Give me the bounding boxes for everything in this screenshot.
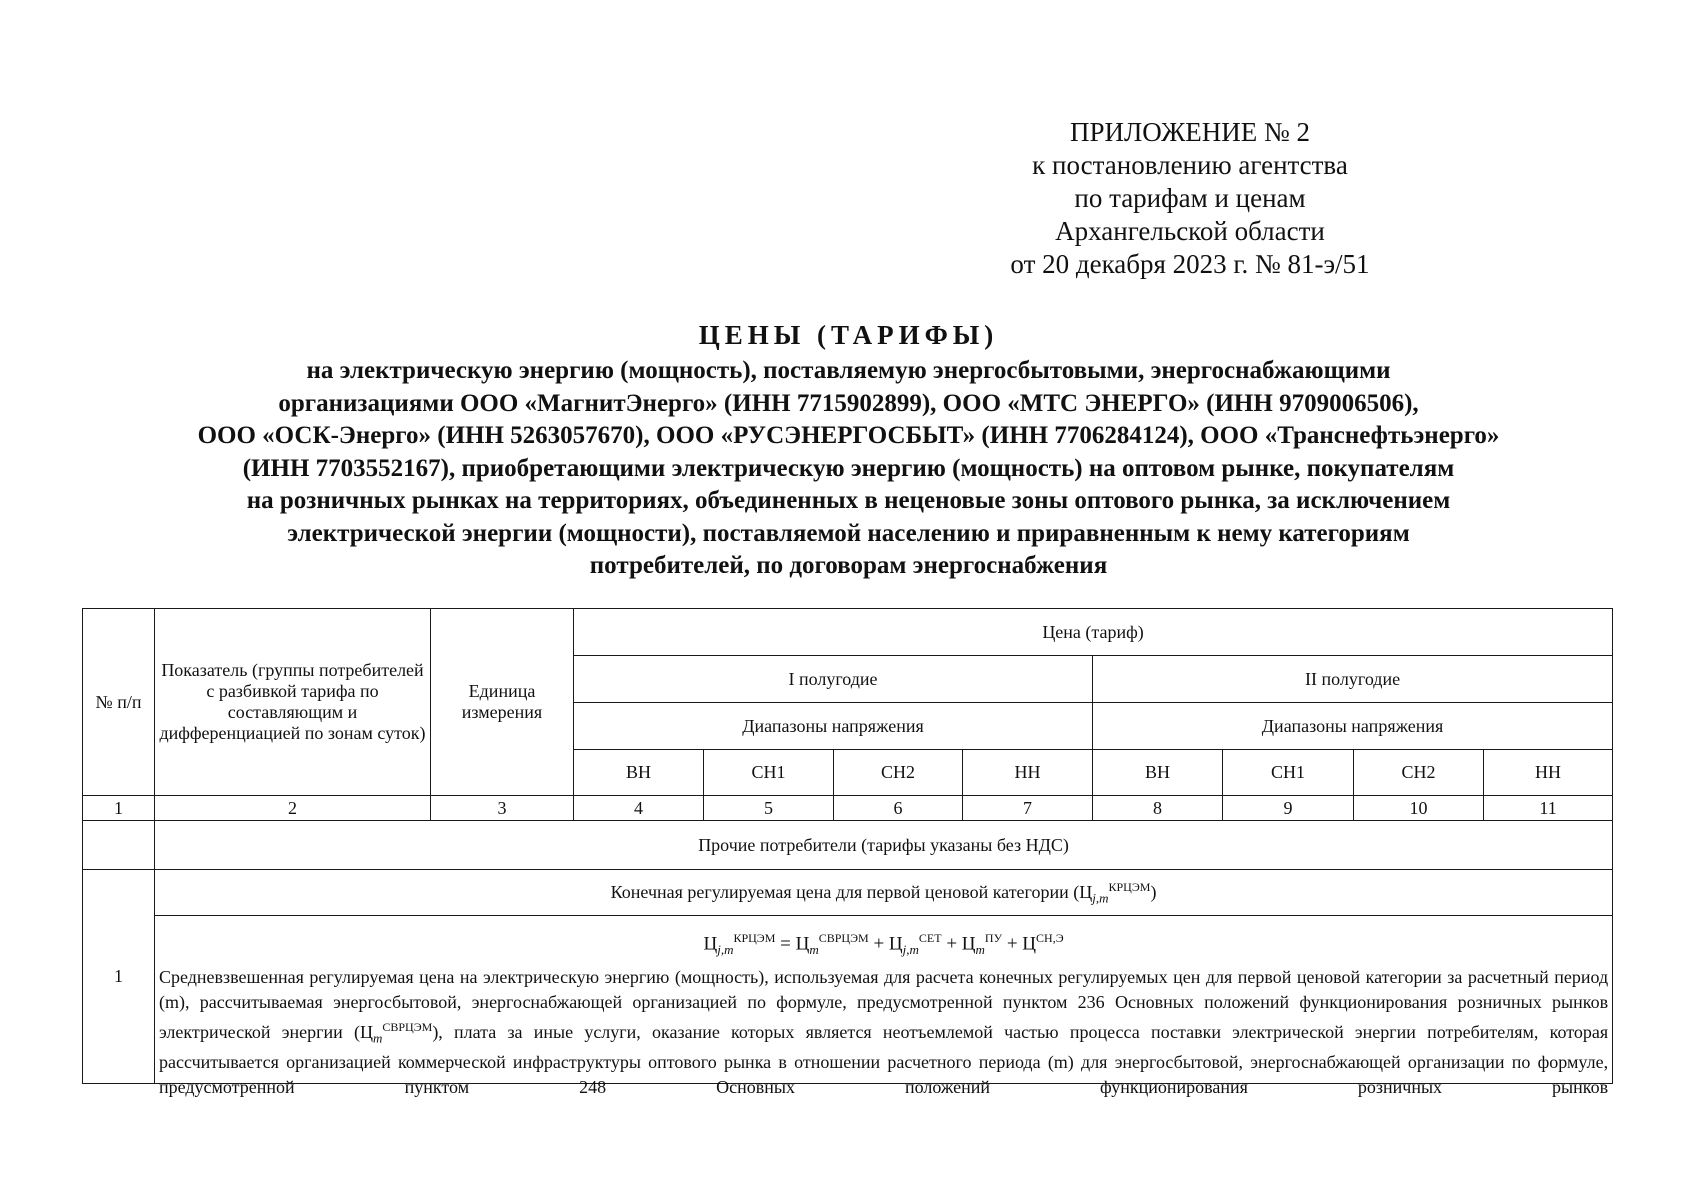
appendix-line-3: по тарифам и ценам	[1074, 183, 1306, 213]
row-number: 1	[83, 870, 155, 1084]
symbol-c: Ц	[795, 933, 810, 955]
description-part-1: Средневзвешенная регулируемая цена на электрическую энергию (мощность), используемая для расчета конечных регулируемых цен для первой ценовой категории за расчетный период (m), рассчитываемая энергосбытовой, энергоснабжающей организацией по формуле, предусмотренной пунктом 236 Основных положений функционирования розничных рынков электрической энергии (	[159, 966, 1609, 1042]
header-voltage: НН	[1484, 750, 1613, 796]
header-voltage: НН	[963, 750, 1093, 796]
header-voltage: СН2	[1354, 750, 1484, 796]
header-num: № п/п	[83, 609, 155, 796]
header-voltage: СН2	[834, 750, 963, 796]
title-line: на электрическую энергию (мощность), поставляемую энергосбытовыми, энергоснабжающими	[306, 357, 1391, 384]
appendix-date: от 20 декабря 2023 г. № 81-э/51	[1010, 249, 1370, 279]
title-line: на розничных рынках на территориях, объединенных в неценовые зоны оптового рынка, за исключением	[246, 487, 1451, 514]
title-line: электрической энергии (мощности), поставляемой населению и приравненным к нему категориям	[287, 519, 1410, 547]
row-1-title	[155, 870, 1613, 916]
empty-num-cell	[83, 821, 155, 870]
symbol-sub: m	[372, 1030, 383, 1046]
section-other-consumers: Прочие потребители (тарифы указаны без НДС)	[155, 821, 1613, 870]
header-unit: Единица измерения	[431, 609, 574, 796]
symbol-sub: j,m	[717, 942, 734, 958]
symbol-sup: СВРЦЭМ	[818, 931, 869, 946]
header-voltage: СН1	[1223, 750, 1354, 796]
column-number: 4	[574, 796, 704, 821]
header-voltage-ranges-2: Диапазоны напряжения	[1093, 703, 1613, 750]
column-number: 6	[834, 796, 963, 821]
price-formula	[159, 928, 1608, 960]
symbol-sub: j,m	[1092, 890, 1109, 906]
symbol-sup: СН,Э	[1036, 931, 1064, 946]
column-number: 7	[963, 796, 1093, 821]
column-number: 1	[83, 796, 155, 821]
title-line: потребителей, по договорам энергоснабжения	[589, 552, 1108, 579]
symbol-c: Ц	[961, 933, 976, 955]
column-number: 10	[1354, 796, 1484, 821]
row-1-title-end: )	[1150, 881, 1157, 902]
header-half-2: II полугодие	[1093, 656, 1613, 703]
description-part-2: ), плата за иные услуги, оказание которых является неотъемлемой частью процесса поставки электрической энергии потребителям, которая рассчитывается организацией коммерческой инфраструктуры оптового рынка в отношении расчетного периода (m) для энергосбытовой, энергоснабжающей организации по формуле, предусмотренной пунктом 248 Основных положений функционирования розничных рынков	[159, 1021, 1609, 1098]
header-price: Цена (тариф)	[574, 609, 1613, 656]
row-1-description	[159, 965, 1609, 1098]
symbol-sup: КРЦЭМ	[1108, 879, 1151, 894]
symbol-sub: m	[809, 942, 819, 958]
header-voltage: ВН	[1093, 750, 1223, 796]
formula-plus: +	[1006, 933, 1018, 955]
title-line: организациями ООО «МагнитЭнерго» (ИНН 7715902899), ООО «МТС ЭНЕРГО» (ИНН 9709006506),	[278, 389, 1419, 417]
symbol-sub: j,m	[902, 942, 919, 958]
symbol-sup: ПУ	[984, 931, 1003, 946]
column-number: 8	[1093, 796, 1223, 821]
header-indicator: Показатель (группы потребителей с разбивкой тарифа по составляющим и дифференциацией по зонам суток)	[155, 609, 431, 796]
symbol-c: Ц	[703, 933, 718, 955]
appendix-line-2: к постановлению агентства	[1032, 150, 1348, 180]
symbol-sub: m	[975, 942, 985, 958]
header-voltage-ranges-1: Диапазоны напряжения	[574, 703, 1093, 750]
symbol-sup: СЕТ	[918, 931, 942, 946]
symbol-c: Ц	[1022, 933, 1037, 955]
row-1-title-text: Конечная регулируемая цена для первой ценовой категории (	[610, 881, 1080, 902]
formula-plus: +	[946, 933, 958, 955]
symbol-c: Ц	[888, 933, 903, 955]
symbol-c: Ц	[1079, 881, 1093, 902]
header-half-1: I полугодие	[574, 656, 1093, 703]
appendix-header	[960, 116, 1420, 281]
symbol-sup: СВРЦЭМ	[382, 1019, 433, 1034]
header-voltage: СН1	[704, 750, 834, 796]
column-number: 2	[155, 796, 431, 821]
tariff-table	[82, 608, 1613, 1098]
title-main: ЦЕНЫ (ТАРИФЫ)	[698, 320, 999, 350]
column-number: 9	[1223, 796, 1354, 821]
column-number: 11	[1484, 796, 1613, 821]
row-1-formula-cell	[155, 916, 1613, 1098]
header-voltage: ВН	[574, 750, 704, 796]
appendix-number: ПРИЛОЖЕНИЕ № 2	[1069, 117, 1311, 147]
symbol-sup: КРЦЭМ	[733, 931, 776, 946]
appendix-line-4: Архангельской области	[1055, 216, 1325, 246]
title-line: (ИНН 7703552167), приобретающими электрическую энергию (мощность) на оптовом рынке, покупателям	[242, 454, 1455, 482]
formula-equals: =	[780, 933, 791, 955]
column-number: 3	[431, 796, 574, 821]
title-line: ООО «ОСК-Энерго» (ИНН 5263057670), ООО «РУСЭНЕРГОСБЫТ» (ИНН 7706284124), ООО «Транснефтьэнерго»	[197, 422, 1500, 449]
symbol-c: Ц	[359, 1021, 373, 1042]
column-number: 5	[704, 796, 834, 821]
formula-plus: +	[873, 933, 885, 955]
document-title	[60, 315, 1637, 583]
